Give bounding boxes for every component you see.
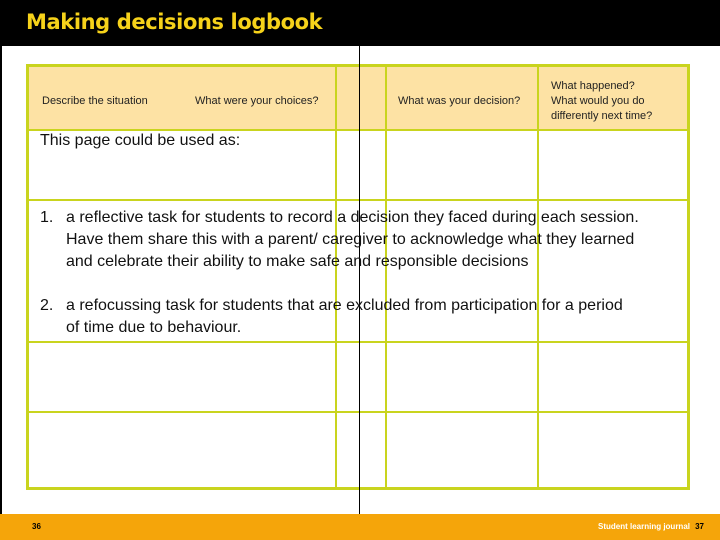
note-intro: This page could be used as: bbox=[40, 132, 241, 149]
row-divider bbox=[29, 199, 687, 201]
row-divider bbox=[29, 341, 687, 343]
column-header-reflection-line-1: What happened? bbox=[551, 80, 635, 92]
column-header-choices: What were your choices? bbox=[195, 95, 319, 107]
page-number-right: 37 bbox=[695, 522, 704, 531]
page-edge bbox=[0, 46, 2, 516]
note-list bbox=[40, 207, 640, 339]
column-header-reflection-line-2: What would you do bbox=[551, 95, 645, 107]
note-item bbox=[40, 295, 640, 339]
page-number-left: 36 bbox=[32, 522, 41, 531]
page-title: Making decisions logbook bbox=[26, 10, 323, 34]
column-header-reflection-line-3: differently next time? bbox=[551, 110, 653, 122]
column-header-decision: What was your decision? bbox=[398, 95, 521, 107]
note-item-text: a refocussing task for students that are excluded from participation for a period of time due to behaviour. bbox=[66, 297, 623, 336]
column-header-situation: Describe the situation bbox=[42, 95, 148, 107]
footer-journal-label: Student learning journal bbox=[597, 522, 690, 531]
note-item-text: a reflective task for students to record a decision they faced during each session. Have them share this with a parent/ caregiver to acknowledge what they learned and celebrate their ability to make safe and responsible decisions bbox=[66, 209, 639, 270]
header-bar bbox=[0, 0, 720, 46]
row-divider bbox=[29, 411, 687, 413]
note-item-number: 2. bbox=[40, 297, 54, 314]
note-item bbox=[40, 207, 640, 273]
note-item-number: 1. bbox=[40, 209, 54, 226]
column-header-reflection bbox=[551, 79, 652, 124]
footer-bar bbox=[0, 514, 720, 540]
